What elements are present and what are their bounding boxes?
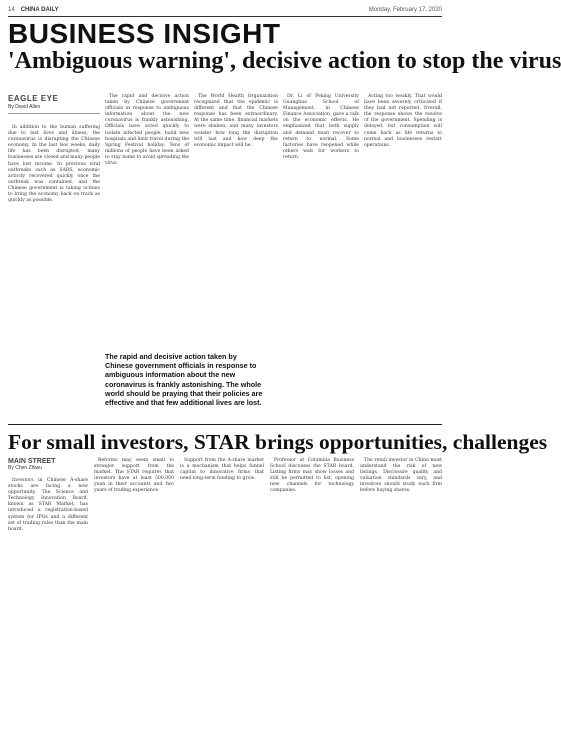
publication-name: CHINA DAILY [20,7,59,13]
bottom-story-text-1: Investors in Chinese A-share stocks are facing a new opportunity. The Science and Technology Innovation Board, known as STAR Market, has introduced a registration-based system for IPOs and a different set of trading rules than the main board. [8,478,88,532]
bottom-headline: For small investors, STAR brings opportunities, challenges [8,424,442,455]
bottom-story-column-2 [94,458,174,740]
column-byline: By David Allen [8,104,41,110]
top-story-column-3 [194,94,278,349]
bottom-column-title: MAIN STREET [8,458,56,465]
bottom-story-column-1 [8,478,88,740]
top-story-text-4: Dr. Li of Peking University Guanghua School of Management, in Chinese Finance Association, gave a talk on the economic effects. He emphasized that both supply and demand must recover to return to normal. Some factories have reopened while others wait for workers to return. [283,94,359,160]
top-headline: 'Ambiguous warning', decisive action to stop the virus [8,48,561,74]
bottom-story-text-4: Professor at Columbia Business School discusses the STAR board. Listing firms may show losses and still be permitted to list, opening new channels for technology companies. [270,458,354,494]
bottom-story-text-3: Support from the A-share market is a mechanism that helps funnel capital to innovative firms that need long-term funding to grow. [180,458,264,482]
bottom-column-byline: By Chen Zhiwu [8,465,42,471]
bottom-story-text-5: The retail investor in China must understand the risk of new listings. Disclosure quality and valuation standards vary, and investors should study each firm before buying shares. [360,458,442,494]
bottom-column-header [8,458,55,471]
page-header-bar [8,5,442,15]
pull-quote: The rapid and decisive action taken by Chinese government officials in response to ambiguous information about the new coronavirus is frankly astonishing. The whole world should be praying that their policies are effective and that few additional lives are lost. [105,352,263,408]
top-story-text-2: The rapid and decisive action taken by Chinese government officials in response to ambiguous information about the new coronavirus is frankly astonishing. Officials have acted quickly to isolate infected people, build new hospitals and limit travel during the Spring Festival holiday. Tens of millions of people have been asked to stay home to avoid spreading the virus. [105,94,190,167]
bottom-story-column-3 [180,458,264,740]
section-title: BUSINESS INSIGHT [8,18,281,49]
top-story-column-1 [8,125,100,420]
page-number: 14 [8,7,15,13]
top-story-text-1: In addition to the human suffering due to lost lives and illness, the coronavirus is disrupting the Chinese economy. In the last few weeks, daily life has been disrupted, many businesses are closed and many people have lost income. In previous viral outbreaks such as SARS, economic activity recovered quickly once the outbreak was contained, and the Chinese government is taking actions to bring the economy back on track as quickly as possible. [8,125,100,204]
top-story-column-4 [283,94,359,419]
column-title: EAGLE EYE [8,94,59,103]
top-story-text-5: Acting too weakly. That would have been severely criticized if they had not reported. Overall, the response shows the resolve of the government. Spending is delayed, but consumption will come back as life returns to normal and businesses restart operations. [364,94,442,148]
top-story-column-5 [364,94,442,419]
column-header [8,94,100,114]
page-date: Monday, February 17, 2020 [368,7,442,13]
column-rule [8,113,100,114]
bottom-story-column-4 [270,458,354,740]
header-rule [8,16,442,17]
top-story-column-2 [105,94,189,349]
bottom-story-text-2: Reforms may seem small to stronger support from the market. The STAR requires that investors have at least 500,000 yuan in their accounts and two years of trading experience. [94,458,174,494]
top-story-text-3: The World Health Organization recognized that the epidemic is different and that the Chinese response has been extraordinary. At the same time, financial markets were shaken, and many investors wonder how long the disruption will last and how deep the economic impact will be. [194,94,278,148]
bottom-story-column-5 [360,458,442,740]
